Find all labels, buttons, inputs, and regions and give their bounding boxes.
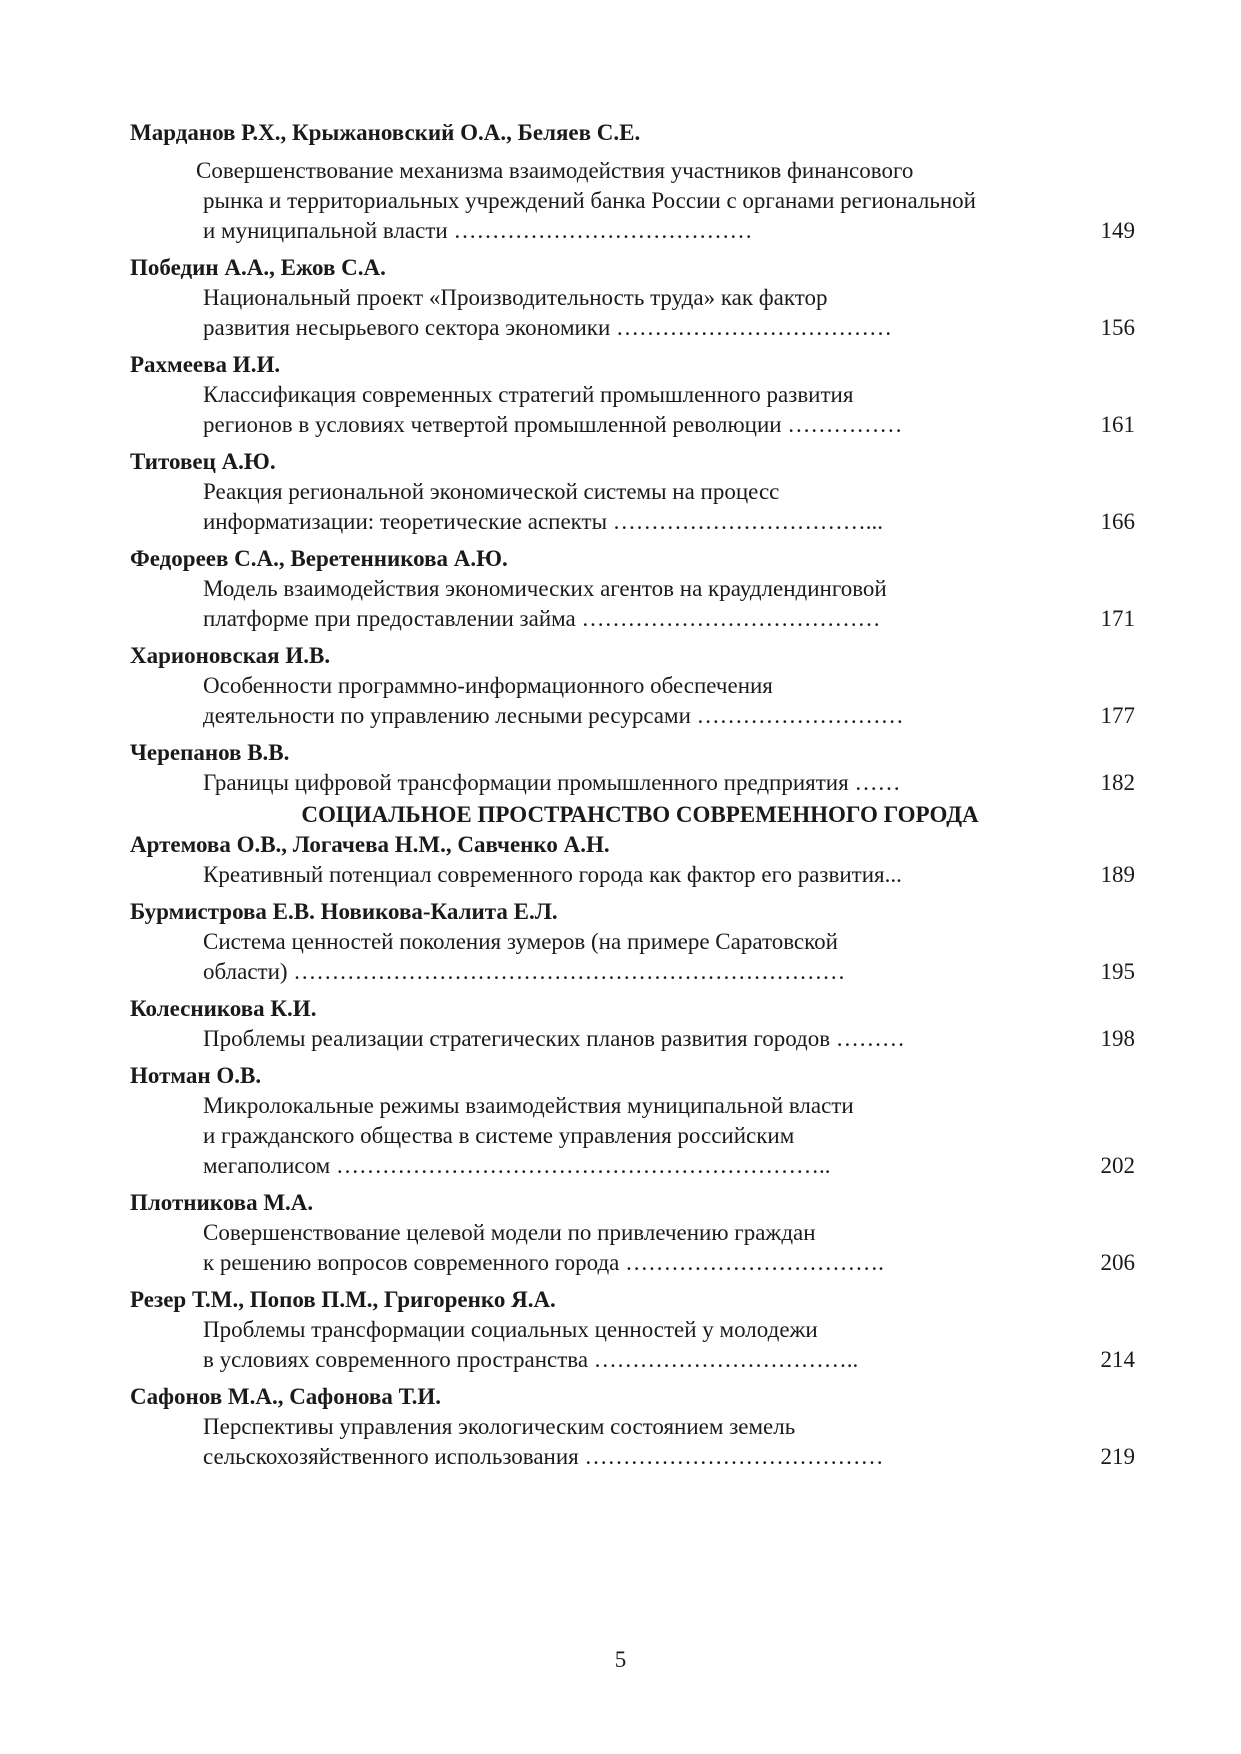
toc-entry (130, 1382, 1140, 1472)
toc-entry-authors: Харионовская И.В. (130, 643, 331, 668)
toc-entry-authors: Титовец А.Ю. (130, 449, 276, 474)
toc-entry-title-text: сельскохозяйственного использования ………………………………… (203, 1444, 884, 1469)
toc-entry-title-line: Проблемы трансформации социальных ценностей у молодежи (203, 1317, 818, 1342)
toc-entry (130, 1285, 1140, 1375)
toc-entry-authors: Колесникова К.И. (130, 996, 317, 1021)
toc-entry-title-line (203, 216, 1135, 246)
toc-entry (130, 1188, 1140, 1278)
toc-entry-title-line: Реакция региональной экономической системы на процесс (203, 479, 780, 504)
page-footer (0, 1645, 1241, 1675)
toc-entry-title-line (203, 1024, 1135, 1054)
toc-entry-title-line (203, 313, 1135, 343)
toc-entry-title-text: Границы цифровой трансформации промышленного предприятия …… (203, 770, 901, 795)
toc-entry-page-number: 198 (1100, 1026, 1135, 1051)
toc-entry-title-line: рынка и территориальных учреждений банка России с органами региональной (203, 188, 976, 213)
toc-entry-authors: Нотман О.В. (130, 1063, 262, 1088)
toc-entry-page-number: 202 (1100, 1153, 1135, 1178)
toc-entry-title-text: мегаполисом ……………………………………………………….. (203, 1153, 831, 1178)
toc-entry-title-line (203, 701, 1135, 731)
toc-entry-title-text: Проблемы реализации стратегических планов развития городов ……… (203, 1026, 905, 1051)
toc-entry-title-text: области) ……………………………………………………………… (203, 959, 846, 984)
toc-entry-page-number: 161 (1100, 412, 1135, 437)
toc-entry-title-line (203, 410, 1135, 440)
toc-entry-title-text: в условиях современного пространства …………………………….. (203, 1347, 859, 1372)
toc-entry (130, 447, 1140, 537)
toc-entry-title-line (203, 604, 1135, 634)
toc-entry (130, 830, 1140, 890)
toc-entry-page-number: 177 (1100, 703, 1135, 728)
toc-entry-title-line (203, 1345, 1135, 1375)
toc-entry-page-number: 206 (1100, 1250, 1135, 1275)
toc-entry-authors: Бурмистрова Е.В. Новикова-Калита Е.Л. (130, 899, 558, 924)
toc-entry-title-text: платформе при предоставлении займа ………………………………… (203, 606, 881, 631)
toc-entry-authors: Федореев С.А., Веретенникова А.Ю. (130, 546, 508, 571)
toc-entry-page-number: 219 (1100, 1444, 1135, 1469)
toc-entry-title-line (203, 507, 1135, 537)
toc-entry-title-text: деятельности по управлению лесными ресурсами ……………………… (203, 703, 904, 728)
toc-entry (130, 253, 1140, 343)
toc-entry-title-text: и муниципальной власти ………………………………… (203, 218, 753, 243)
toc-entry-title-line (203, 1151, 1135, 1181)
toc-entry-page-number: 189 (1100, 862, 1135, 887)
toc-entry-authors: Черепанов В.В. (130, 740, 290, 765)
toc-entry-title-text: регионов в условиях четвертой промышленной революции …………… (203, 412, 903, 437)
toc-entry-title-line (203, 768, 1135, 798)
toc-entry-page-number: 166 (1100, 509, 1135, 534)
toc-entry-title-line: Особенности программно-информационного обеспечения (203, 673, 773, 698)
toc-entry (130, 738, 1140, 798)
toc-entry (130, 1061, 1140, 1181)
toc-entry-page-number: 182 (1100, 770, 1135, 795)
toc-entry (130, 641, 1140, 731)
toc-entry-title-line: Совершенствование механизма взаимодействия участников финансового (196, 158, 914, 183)
toc-entry-authors: Резер Т.М., Попов П.М., Григоренко Я.А. (130, 1287, 556, 1312)
toc-entry-page-number: 171 (1100, 606, 1135, 631)
toc-entry-title-text: Креативный потенциал современного города как фактор его развития... (203, 862, 902, 887)
toc-entry-authors: Сафонов М.А., Сафонова Т.И. (130, 1384, 441, 1409)
toc-entry-title-line: Совершенствование целевой модели по привлечению граждан (203, 1220, 816, 1245)
toc-entry-page-number: 156 (1100, 315, 1135, 340)
toc-entry-title-line: Перспективы управления экологическим состоянием земель (203, 1414, 796, 1439)
toc-entry-title-line (203, 957, 1135, 987)
toc-entry-page-number: 195 (1100, 959, 1135, 984)
toc-entry-title-line (203, 1442, 1135, 1472)
toc-entry-title-line: Модель взаимодействия экономических агентов на краудлендинговой (203, 576, 887, 601)
toc-entry (130, 544, 1140, 634)
toc-entry-title-text: информатизации: теоретические аспекты ……………………………... (203, 509, 884, 534)
toc-entry (130, 350, 1140, 440)
toc-entry (130, 118, 1140, 246)
toc-entry-authors: Рахмеева И.И. (130, 352, 281, 377)
toc-entry-title-text: к решению вопросов современного города ……………………………. (203, 1250, 884, 1275)
toc-entry-authors: Победин А.А., Ежов С.А. (130, 255, 386, 280)
toc-entry-title-line: и гражданского общества в системе управления российским (203, 1123, 795, 1148)
toc-entry-title-line: Система ценностей поколения зумеров (на примере Саратовской (203, 929, 838, 954)
toc-entry-title-line: Микролокальные режимы взаимодействия муниципальной власти (203, 1093, 854, 1118)
table-of-contents (130, 118, 1140, 1479)
section-heading: СОЦИАЛЬНОЕ ПРОСТРАНСТВО СОВРЕМЕННОГО ГОРОДА (301, 802, 979, 827)
toc-entry-title-line (203, 860, 1135, 890)
toc-entry-page-number: 149 (1100, 218, 1135, 243)
toc-entry-title-line: Классификация современных стратегий промышленного развития (203, 382, 854, 407)
toc-entry-authors: Марданов Р.Х., Крыжановский О.А., Беляев С.Е. (130, 120, 641, 145)
toc-entry-authors: Артемова О.В., Логачева Н.М., Савченко А.Н. (130, 832, 610, 857)
toc-entry-title-line: Национальный проект «Производительность труда» как фактор (203, 285, 828, 310)
toc-entry-page-number: 214 (1100, 1347, 1135, 1372)
page-number: 5 (614, 1647, 627, 1672)
toc-entry-title-text: развития несырьевого сектора экономики ……………………………… (203, 315, 893, 340)
toc-entry (130, 994, 1140, 1054)
toc-entry-title-line (203, 1248, 1135, 1278)
toc-entry (130, 897, 1140, 987)
toc-entry-authors: Плотникова М.А. (130, 1190, 314, 1215)
